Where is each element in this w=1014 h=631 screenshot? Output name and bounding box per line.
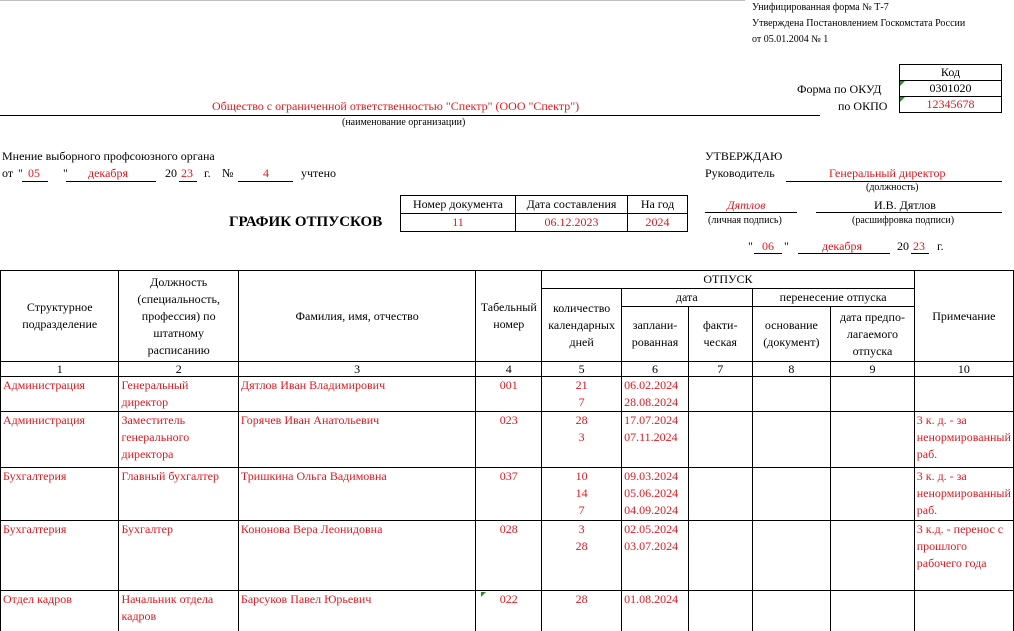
col-number: 10 [914,362,1013,377]
union-opinion-title: Мнение выборного профсоюзного органа [2,149,215,163]
header-actual: факти-ческая [688,307,752,362]
days-value: 28 [575,413,588,427]
days-value: 7 [578,503,585,517]
cell-fio[interactable]: Дятлов Иван Владимирович [238,377,475,412]
form-header-line2: Утверждена Постановлением Госкомстата России [752,18,966,29]
cell-days[interactable] [542,377,622,412]
header-days: количество календарных дней [542,289,622,362]
cell-fio[interactable]: Тришкина Ольга Вадимовна [238,468,475,521]
doc-year-value[interactable]: 2024 [628,214,688,232]
cell-position[interactable]: Главный бухгалтер [119,468,238,521]
union-month-underline [66,181,156,182]
approval-day-underline [754,253,782,254]
cell-note[interactable]: 3 к. д. - за ненормированный раб. [914,468,1013,521]
cell-basis[interactable] [752,412,831,468]
planned-date: 09.03.2024 [624,469,679,483]
doc-date-header: Дата составления [516,196,628,214]
kod-header: Код [900,65,1002,81]
cell-expected-date[interactable] [831,412,915,468]
planned-date: 04.09.2024 [624,503,679,517]
col-number: 6 [622,362,689,377]
okpo-value[interactable]: 12345678 [900,97,1002,113]
cell-marker-icon [900,81,905,86]
approval-year-g: г. [937,239,944,253]
okud-label: Форма по ОКУД [797,82,882,96]
cell-department[interactable]: Отдел кадров [1,591,119,631]
cell-tab-number[interactable]: 022 [476,591,542,631]
union-month[interactable]: декабря [88,166,129,180]
document-info-table [400,195,688,232]
union-quote-open: " [18,166,23,180]
cell-planned[interactable] [622,521,689,591]
cell-fio[interactable]: Барсуков Павел Юрьевич [238,591,475,631]
planned-date: 17.07.2024 [624,413,679,427]
days-value: 3 [578,430,585,444]
header-tab-number: Табельный номер [476,271,542,362]
organization-underline [0,115,820,116]
union-year-g: г. [204,166,211,180]
cell-days[interactable] [542,412,622,468]
cell-position[interactable]: Бухгалтер [119,521,238,591]
cell-department[interactable]: Бухгалтерия [1,468,119,521]
organization-name[interactable]: Общество с ограниченной ответственностью "Спектр" (ООО "Спектр") [212,99,580,113]
okpo-label: по ОКПО [838,99,888,113]
cell-position[interactable]: Генеральный директор [119,377,238,412]
header-vacation: ОТПУСК [542,271,915,289]
union-year-suffix[interactable]: 23 [181,166,193,180]
codes-table [899,64,1002,113]
approval-year-suffix[interactable]: 23 [913,239,925,253]
header-note: Примечание [914,271,1013,362]
days-value: 21 [575,378,588,392]
cell-days[interactable] [542,468,622,521]
cell-expected-date[interactable] [831,377,915,412]
approval-signature-caption: (личная подпись) [708,215,782,226]
col-number: 2 [119,362,238,377]
approval-month[interactable]: декабря [822,239,863,253]
approval-day[interactable]: 06 [762,239,774,253]
cell-actual[interactable] [688,468,752,521]
cell-expected-date[interactable] [831,521,915,591]
header-position: Должность (специальность, профессия) по штатному расписанию [119,271,238,362]
union-number[interactable]: 4 [263,166,269,180]
cell-department[interactable]: Администрация [1,377,119,412]
cell-expected-date[interactable] [831,468,915,521]
table-row [1,521,1014,591]
header-expected-date: дата предпо-лагаемого отпуска [831,307,915,362]
approval-quote-close: " [784,239,789,253]
col-number: 7 [688,362,752,377]
approval-signature-name[interactable]: И.В. Дятлов [874,198,936,212]
approval-year-prefix: 20 [897,239,909,253]
vacation-schedule-table [0,270,1014,631]
header-date: дата [622,289,752,307]
days-value: 28 [575,539,588,553]
cell-planned[interactable] [622,591,689,631]
header-planned: заплани-рованная [622,307,689,362]
cell-note[interactable] [914,377,1013,412]
header-fio: Фамилия, имя, отчество [238,271,475,362]
planned-date: 06.02.2024 [624,378,679,392]
approval-year-underline [911,253,929,254]
form-header-line3: от 05.01.2004 № 1 [752,34,829,45]
union-number-underline [238,181,293,182]
doc-number-value[interactable]: 11 [401,214,516,232]
union-day[interactable]: 05 [28,166,40,180]
planned-date: 07.11.2024 [624,430,678,444]
cell-planned[interactable] [622,468,689,521]
header-department: Структурное подразделение [1,271,119,362]
approval-position[interactable]: Генеральный директор [829,166,946,180]
top-border-line [0,0,745,1]
cell-marker-icon [900,97,905,102]
union-year-prefix: 20 [165,166,177,180]
approval-signature[interactable]: Дятлов [727,198,766,212]
planned-date: 03.07.2024 [624,539,679,553]
doc-year-header: На год [628,196,688,214]
col-number: 3 [238,362,475,377]
cell-actual[interactable] [688,412,752,468]
cell-department[interactable]: Администрация [1,412,119,468]
cell-tab-number[interactable]: 023 [476,412,542,468]
cell-tab-number[interactable]: 037 [476,468,542,521]
col-number: 8 [752,362,831,377]
union-considered: учтено [301,166,337,180]
cell-expected-date[interactable] [831,591,915,631]
cell-note[interactable] [914,591,1013,631]
header-basis: основание (документ) [752,307,831,362]
approval-name-underline [816,212,1002,213]
form-header-line1: Унифицированная форма № Т-7 [752,2,889,13]
cell-planned[interactable] [622,377,689,412]
approval-head-label: Руководитель [705,166,775,180]
cell-fio[interactable]: Кононова Вера Леонидовна [238,521,475,591]
cell-basis[interactable] [752,468,831,521]
days-value: 3 [578,522,585,536]
union-quote-close: " [63,166,68,180]
union-day-underline [22,181,48,182]
cell-department[interactable]: Бухгалтерия [1,521,119,591]
approval-signature-underline [705,212,797,213]
table-row [1,591,1014,631]
cell-days[interactable] [542,521,622,591]
cell-actual[interactable] [688,591,752,631]
union-year-underline [179,181,197,182]
approval-name-caption: (расшифровка подписи) [852,215,955,226]
cell-basis[interactable] [752,377,831,412]
organization-caption: (наименование организации) [342,117,466,128]
days-value: 14 [575,486,588,500]
approval-quote-open: " [748,239,753,253]
header-transfer: перенесение отпуска [752,289,914,307]
cell-marker-icon [481,592,486,597]
cell-note[interactable]: 3 к.д. - перенос с прошлого рабочего года [914,521,1013,591]
cell-position[interactable]: Заместитель генерального директора [119,412,238,468]
cell-planned[interactable] [622,412,689,468]
union-number-sign: № [222,166,234,180]
approval-position-caption: (должность) [866,182,919,193]
col-number: 5 [542,362,622,377]
days-value: 7 [578,395,585,409]
planned-date: 02.05.2024 [624,522,679,536]
cell-tab-number[interactable]: 001 [476,377,542,412]
approval-month-underline [798,253,890,254]
doc-number-header: Номер документа [401,196,516,214]
cell-basis[interactable] [752,591,831,631]
days-value: 28 [575,592,588,606]
cell-note[interactable]: 3 к. д. - за ненормированный раб. [914,412,1013,468]
cell-tab-number[interactable]: 028 [476,521,542,591]
cell-actual[interactable] [688,377,752,412]
cell-position[interactable]: Начальник отдела кадров [119,591,238,631]
approval-title: УТВЕРЖДАЮ [705,149,783,163]
table-row [1,377,1014,412]
col-number: 1 [1,362,119,377]
days-value: 10 [575,469,588,483]
cell-fio[interactable]: Горячев Иван Анатольевич [238,412,475,468]
cell-days[interactable] [542,591,622,631]
planned-date: 28.08.2024 [624,395,679,409]
planned-date: 05.06.2024 [624,486,679,500]
col-number: 9 [831,362,915,377]
document-title: ГРАФИК ОТПУСКОВ [229,214,383,230]
table-row [1,412,1014,468]
col-number: 4 [476,362,542,377]
table-row [1,468,1014,521]
doc-date-value[interactable]: 06.12.2023 [516,214,628,232]
cell-basis[interactable] [752,521,831,591]
planned-date: 01.08.2024 [624,592,679,606]
cell-actual[interactable] [688,521,752,591]
union-from-label: от [2,166,14,180]
okud-value[interactable]: 0301020 [900,81,1002,97]
